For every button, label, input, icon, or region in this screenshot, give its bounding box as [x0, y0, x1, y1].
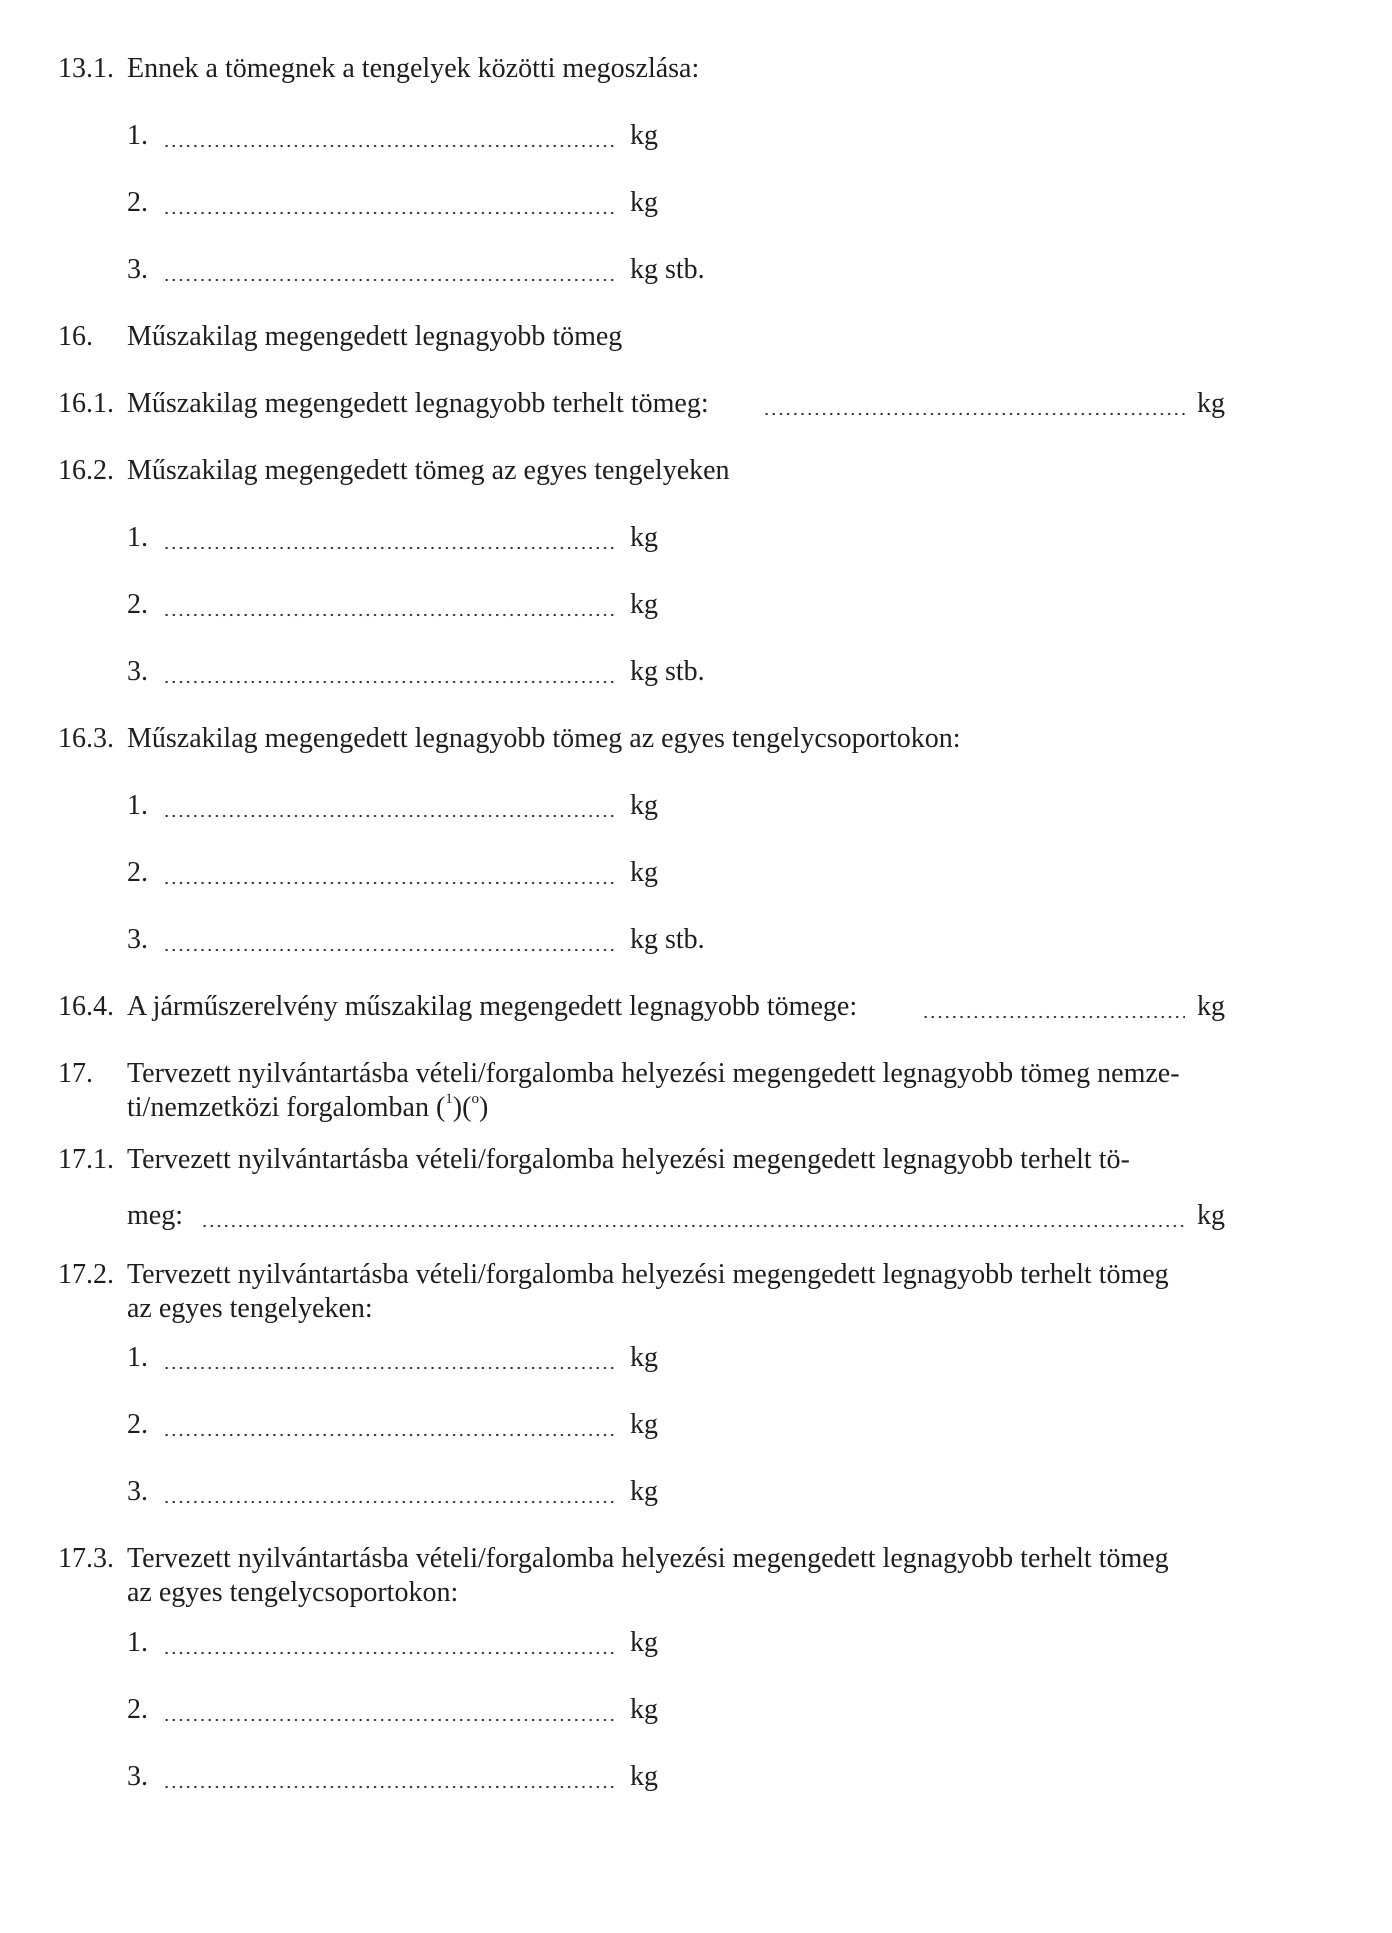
dotted-field[interactable]	[201, 1224, 1185, 1228]
bracket-join: )(	[452, 1092, 472, 1123]
sub-number: 2.	[127, 187, 148, 218]
sub-line-13-1-3	[0, 253, 1392, 287]
dotted-field[interactable]	[163, 278, 617, 282]
item-number: 17.3.	[58, 1543, 114, 1574]
dotted-field[interactable]	[163, 1785, 617, 1789]
item-text-line-2: az egyes tengelyeken:	[127, 1293, 373, 1324]
unit-label: kg	[630, 1694, 658, 1725]
unit-label: kg	[630, 522, 658, 553]
item-text-line-2: az egyes tengelycsoportokon:	[127, 1577, 459, 1608]
item-text: Műszakilag megengedett legnagyobb tömeg	[127, 321, 623, 352]
sub-line-17-3-2	[0, 1693, 1392, 1727]
item-number: 17.	[58, 1058, 93, 1089]
unit-label: kg	[1197, 1200, 1225, 1231]
sub-number: 3.	[127, 254, 148, 285]
item-text: Műszakilag megengedett legnagyobb terhelt tömeg:	[127, 388, 709, 419]
sub-number: 1.	[127, 120, 148, 151]
sub-line-16-2-1	[0, 521, 1392, 555]
sub-line-17-3-1	[0, 1626, 1392, 1660]
item-16	[0, 320, 1392, 354]
dotted-field[interactable]	[163, 546, 617, 550]
unit-label: kg	[630, 1476, 658, 1507]
unit-label: kg stb.	[630, 254, 705, 285]
bracket-close: )	[478, 1092, 489, 1123]
sub-line-17-2-3	[0, 1475, 1392, 1509]
dotted-field[interactable]	[163, 144, 617, 148]
dotted-field[interactable]	[163, 1366, 617, 1370]
item-text-line-1: Tervezett nyilvántartásba vételi/forgalomba helyezési megengedett legnagyobb terhelt tömeg	[127, 1259, 1169, 1290]
sub-number: 3.	[127, 1761, 148, 1792]
dotted-field[interactable]	[163, 211, 617, 215]
dotted-field[interactable]	[763, 412, 1185, 416]
unit-label: kg	[630, 1342, 658, 1373]
unit-label: kg	[630, 187, 658, 218]
item-text-line-2	[127, 1091, 488, 1125]
item-16-2	[0, 454, 1392, 488]
item-16-3	[0, 722, 1392, 756]
unit-label: kg stb.	[630, 656, 705, 687]
item-17-1	[0, 1143, 1392, 1233]
item-number: 17.2.	[58, 1259, 114, 1290]
item-number: 13.1.	[58, 53, 114, 84]
item-number: 16.3.	[58, 723, 114, 754]
item-text-line-2-start: ti/nemzetközi forgalomban (	[127, 1092, 446, 1123]
sub-line-16-3-1	[0, 789, 1392, 823]
dotted-field[interactable]	[163, 814, 617, 818]
item-text: Műszakilag megengedett legnagyobb tömeg az egyes tengelycsoportokon:	[127, 723, 961, 754]
unit-label: kg	[630, 1761, 658, 1792]
dotted-field[interactable]	[163, 1718, 617, 1722]
item-16-4	[0, 990, 1392, 1024]
unit-label: kg	[630, 120, 658, 151]
item-number: 16.2.	[58, 455, 114, 486]
sub-line-16-3-3	[0, 923, 1392, 957]
item-text: Ennek a tömegnek a tengelyek közötti megoszlása:	[127, 53, 700, 84]
item-17-3	[0, 1542, 1392, 1610]
sub-number: 3.	[127, 1476, 148, 1507]
footnote-ref-1: 1	[445, 1090, 453, 1107]
dotted-field[interactable]	[163, 881, 617, 885]
sub-line-13-1-2	[0, 186, 1392, 220]
item-number: 16.1.	[58, 388, 114, 419]
sub-number: 1.	[127, 1342, 148, 1373]
unit-label: kg	[630, 589, 658, 620]
item-text-line-1: Tervezett nyilvántartásba vételi/forgalomba helyezési megengedett legnagyobb terhelt tömeg	[127, 1543, 1169, 1574]
dotted-field[interactable]	[163, 1651, 617, 1655]
dotted-field[interactable]	[163, 613, 617, 617]
item-text: A járműszerelvény műszakilag megengedett legnagyobb tömege:	[127, 991, 858, 1022]
item-17-2	[0, 1258, 1392, 1326]
item-13-1	[0, 52, 1392, 86]
unit-label: kg	[1197, 991, 1225, 1022]
sub-line-16-3-2	[0, 856, 1392, 890]
sub-line-16-2-3	[0, 655, 1392, 689]
sub-number: 1.	[127, 1627, 148, 1658]
item-text-line-1: Tervezett nyilvántartásba vételi/forgalomba helyezési megengedett legnagyobb terhelt tö-	[127, 1144, 1130, 1175]
sub-line-16-2-2	[0, 588, 1392, 622]
dotted-field[interactable]	[163, 948, 617, 952]
sub-line-13-1-1	[0, 119, 1392, 153]
item-number: 16.	[58, 321, 93, 352]
dotted-field[interactable]	[163, 680, 617, 684]
unit-label: kg	[1197, 388, 1225, 419]
dotted-field[interactable]	[163, 1433, 617, 1437]
footnote-ref-o: o	[471, 1090, 479, 1107]
sub-line-17-2-1	[0, 1341, 1392, 1375]
sub-number: 1.	[127, 522, 148, 553]
sub-number: 2.	[127, 857, 148, 888]
item-text-line-1: Tervezett nyilvántartásba vételi/forgalomba helyezési megengedett legnagyobb tömeg nemze-	[127, 1058, 1180, 1089]
item-number: 17.1.	[58, 1144, 114, 1175]
sub-line-17-3-3	[0, 1760, 1392, 1794]
sub-number: 2.	[127, 1409, 148, 1440]
unit-label: kg	[630, 790, 658, 821]
sub-number: 3.	[127, 924, 148, 955]
unit-label: kg	[630, 1409, 658, 1440]
dotted-field[interactable]	[922, 1015, 1185, 1019]
sub-number: 1.	[127, 790, 148, 821]
unit-label: kg stb.	[630, 924, 705, 955]
sub-number: 3.	[127, 656, 148, 687]
sub-number: 2.	[127, 1694, 148, 1725]
unit-label: kg	[630, 1627, 658, 1658]
unit-label: kg	[630, 857, 658, 888]
dotted-field[interactable]	[163, 1500, 617, 1504]
item-text-line-2: meg:	[127, 1200, 183, 1231]
item-number: 16.4.	[58, 991, 114, 1022]
item-16-1	[0, 387, 1392, 421]
item-text: Műszakilag megengedett tömeg az egyes tengelyeken	[127, 455, 730, 486]
item-17	[0, 1057, 1392, 1125]
sub-line-17-2-2	[0, 1408, 1392, 1442]
sub-number: 2.	[127, 589, 148, 620]
